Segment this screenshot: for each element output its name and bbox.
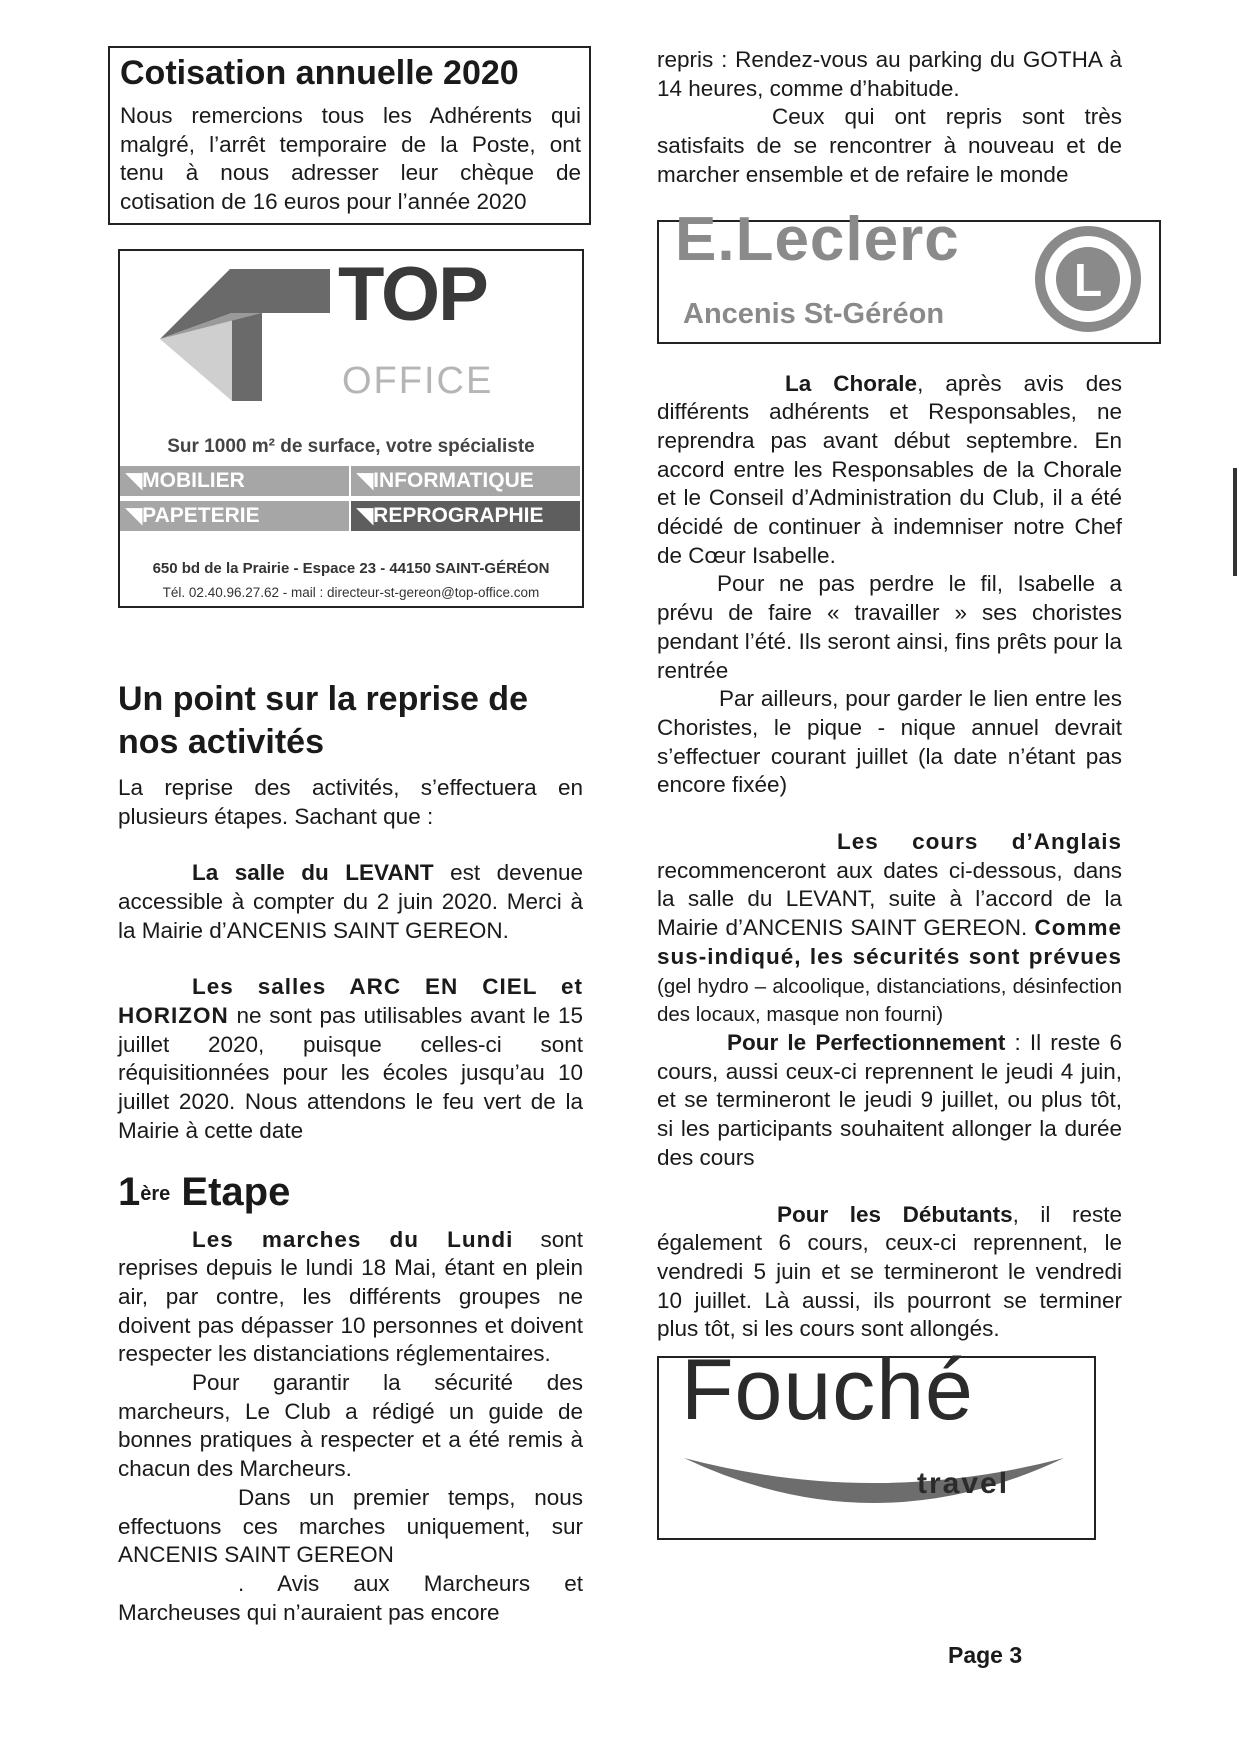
leclerc-logo-letter: L [1073, 253, 1103, 306]
perfectionnement-paragraph [657, 1029, 1122, 1173]
fouche-sub: travel [917, 1467, 1010, 1501]
anglais-text: recommenceront aux dates ci-dessous, dans la salle du LEVANT, suite à l’accord de la Mairie d’ANCENIS SAINT GEREON. [657, 857, 1122, 941]
leclerc-ad [657, 204, 1161, 344]
arc-text: ne sont pas utilisables avant le 15 juillet 2020, puisque celles-ci sont réquisitionnées pour les écoles jusqu’au 10 juillet 2020. Nous attendons le feu vert de la Mairie à cette date [118, 1003, 583, 1143]
reprise-intro: La reprise des activités, s’effectuera en plusieurs étapes. Sachant que : [118, 774, 583, 829]
arrow-icon: ◥ [126, 503, 143, 527]
satisfaits-paragraph: Ceux qui ont repris sont très satisfaits de se rencontrer à nouveau et de marcher ensemble et de refaire le monde [657, 104, 1122, 187]
levant-text: est devenue accessible à compter du 2 juin 2020. Merci à la Mairie d’ANCENIS SAINT GEREON. [118, 860, 583, 943]
anglais-paragraph [657, 828, 1122, 1029]
levant-bold: La salle du LEVANT [192, 860, 434, 886]
top-office-address: 650 bd de la Prairie - Espace 23 - 44150 SAINT-GÉRÉON [152, 559, 550, 577]
ailleurs-paragraph: Par ailleurs, pour garder le lien entre les Choristes, le pique - nique annuel devrait s’effectuer courant juillet (la date n’étant pas encore fixée) [657, 686, 1122, 798]
top-office-ad [118, 249, 584, 608]
levant-paragraph [118, 859, 583, 945]
premier-paragraph: Dans un premier temps, nous effectuons ces marches uniquement, sur ANCENIS SAINT GEREON [118, 1484, 583, 1568]
category-papeterie: ◥PAPETERIE [120, 501, 349, 531]
fil-paragraph: Pour ne pas perdre le fil, Isabelle a prévu de faire « travailler » ses choristes pendant l’été. Ils seront ainsi, fins prêts pour la rentrée [657, 571, 1122, 683]
fouche-swoosh-icon [679, 1448, 1069, 1528]
perf-text: : Il reste 6 cours, aussi ceux-ci reprennent le jeudi 4 juin, et se termineront le jeudi 9 juillet, ou plus tôt, si les participants souhaitent allonger la durée des cours [657, 1029, 1122, 1170]
repris-paragraph: repris : Rendez-vous au parking du GOTHA à 14 heures, comme d’habitude. [657, 47, 1122, 101]
leclerc-city: Ancenis St-Géréon [683, 297, 945, 330]
leclerc-logo-icon [1035, 226, 1141, 332]
reprise-title: Un point sur la reprise de nos activités [118, 679, 528, 761]
category-informatique: ◥INFORMATIQUE [351, 466, 580, 496]
fouche-brand: Fouché [681, 1342, 974, 1439]
marches-text: sont reprises depuis le lundi 18 Mai, étant en plein air, par contre, les différents groupes ne doivent pas dépasser 10 personnes et doivent respecter les distanciations réglementaires. [118, 1226, 583, 1367]
edge-mark [1233, 468, 1237, 576]
arrow-icon: ◥ [357, 503, 374, 527]
page-number: Page 3 [948, 1642, 1023, 1668]
avis-paragraph: . Avis aux Marcheurs et Marcheuses qui n’auraient pas encore [118, 1570, 583, 1625]
perf-bold: Pour le Perfectionnement [727, 1029, 1006, 1055]
category-mobilier: ◥MOBILIER [120, 466, 349, 496]
category-reprographie: ◥REPROGRAPHIE [351, 501, 580, 531]
top-office-contact: Tél. 02.40.96.27.62 - mail : directeur-st-gereon@top-office.com [162, 584, 540, 600]
etape-title: 1ère Etape [118, 1169, 291, 1214]
arc-bold: Les salles ARC EN CIEL et HORIZON [118, 974, 583, 1029]
arrow-icon: ◥ [357, 468, 374, 492]
top-office-logo-icon [140, 261, 340, 411]
marches-bold: Les marches du Lundi [192, 1226, 514, 1252]
cotisation-box [108, 46, 591, 225]
securite-bold: Comme sus-indiqué, les sécurités sont prévues [657, 915, 1122, 969]
arc-paragraph [118, 973, 583, 1145]
debutants-paragraph [657, 1201, 1122, 1345]
top-office-brand: TOP [338, 251, 487, 337]
chorale-paragraph [657, 370, 1122, 571]
arrow-icon: ◥ [126, 468, 143, 492]
right-column [657, 46, 1122, 1540]
chorale-bold: La Chorale [785, 370, 918, 396]
cotisation-title: Cotisation annuelle 2020 [120, 54, 519, 92]
anglais-bold: Les cours d’Anglais [837, 829, 1122, 855]
deb-bold: Pour les Débutants [777, 1201, 1013, 1227]
chorale-text: , après avis des différents adhérents et Responsables, ne reprendra pas avant début septembre. En accord entre les Responsables de la Chorale et le Conseil d’Administration du Club, il a été décidé de continuer à indemniser notre Chef de Cœur Isabelle. [657, 370, 1123, 568]
top-office-sub: OFFICE [342, 359, 494, 402]
securite-small: (gel hydro – alcoolique, distanciations, désinfection des locaux, masque non fourni) [657, 974, 1122, 1027]
cotisation-text: Nous remercions tous les Adhérents qui malgré, l’arrêt temporaire de la Poste, ont tenu à nous adresser leur chèque de cotisation de 16 euros pour l’année 2020 [120, 103, 581, 215]
garantir-paragraph: Pour garantir la sécurité des marcheurs, Le Club a rédigé un guide de bonnes pratiques à respecter et a été remis à chacun des Marcheurs. [118, 1370, 583, 1482]
left-column [118, 46, 583, 1627]
deb-text: , il reste également 6 cours, ceux-ci reprennent, le vendredi 5 juin et se termineront le vendredi 10 juillet. Là aussi, ils pourront se terminer plus tôt, si les cours sont allongés. [657, 1201, 1122, 1342]
top-office-tagline: Sur 1000 m² de surface, votre spécialiste [167, 435, 535, 457]
leclerc-brand: E.Leclerc [675, 204, 960, 274]
marches-paragraph [118, 1226, 583, 1370]
fouche-ad [657, 1342, 1096, 1540]
